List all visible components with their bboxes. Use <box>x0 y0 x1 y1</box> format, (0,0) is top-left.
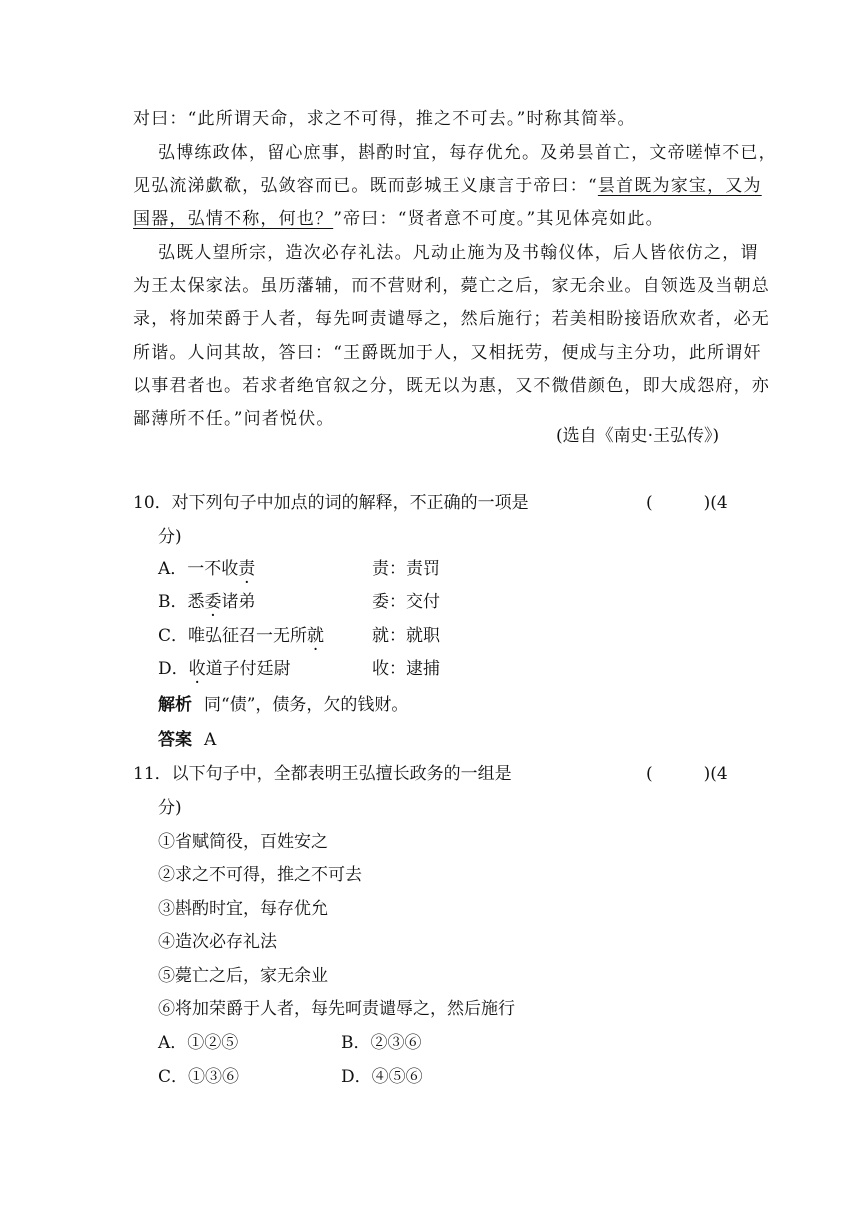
q11-item-3: ③斟酌时宜，每存优允 <box>158 899 328 919</box>
q11-answer-paren: ( )(4 <box>646 764 728 784</box>
q10-option-a-text: A．一不收 <box>158 559 239 579</box>
passage-line-4-text: ”帝曰：“贤者意不可度。”其见体亮如此。 <box>333 209 664 229</box>
q10-option-b-text-end: 诸弟 <box>221 592 256 612</box>
q11-item-2: ②求之不可得，推之不可去 <box>158 865 362 885</box>
q10-option-b <box>158 589 256 615</box>
q10-option-a-dotted-word: 责 <box>238 559 256 579</box>
q10-analysis <box>158 692 408 718</box>
passage-line-1: 对曰：“此所谓天命，求之不可得，推之不可去。”时称其简举。 <box>133 109 636 129</box>
passage-line-5: 弘既人望所宗，造次必存礼法。凡动止施为及书翰仪体，后人皆依仿之，谓 <box>158 243 759 263</box>
q10-option-d-text: D． <box>158 659 189 679</box>
passage-line-3 <box>133 173 762 199</box>
passage-line-8: 所谐。人问其故，答曰：“王爵既加于人，又相抚劳，便成与主分功，此所谓奸 <box>133 343 762 363</box>
q11-stem-cont: 分) <box>158 798 182 818</box>
passage-line-9: 以事君者也。若求者绝官叙之分，既无以为惠，又不微借颜色，即大成怨府，亦 <box>133 376 770 396</box>
analysis-label: 解析 <box>158 695 192 715</box>
underlined-quote-part-1: 昙首既为家宝，又为 <box>597 176 762 196</box>
q11-choice-c: C．①③⑥ <box>158 1067 240 1087</box>
q10-stem-cont: 分) <box>158 527 182 547</box>
passage-source: (选自《南史·王弘传》) <box>556 426 720 446</box>
passage-line-4 <box>133 206 664 232</box>
passage-line-7: 录，将加荣爵于人者，每先呵责谴辱之，然后施行；若美相盼接语欣欢者，必无 <box>133 309 770 329</box>
analysis-text: 同“债”，债务，欠的钱财。 <box>204 695 409 715</box>
q11-item-4: ④造次必存礼法 <box>158 932 277 952</box>
q11-choice-b: B．②③⑥ <box>341 1033 422 1053</box>
q11-item-1: ①省赋简役，百姓安之 <box>158 832 328 852</box>
q10-option-c-gloss: 就：就职 <box>372 626 440 646</box>
answer-value: A <box>204 730 217 750</box>
q10-option-c-dotted-word: 就 <box>307 626 325 646</box>
q10-option-b-gloss: 委：交付 <box>372 592 440 612</box>
q10-option-d <box>158 656 291 682</box>
q11-choice-d: D．④⑤⑥ <box>341 1067 423 1087</box>
q10-option-b-text: B．悉 <box>158 592 205 612</box>
passage-line-2: 弘博练政体，留心庶事，斟酌时宜，每存优允。及弟昙首亡，文帝嗟悼不已， <box>158 143 777 163</box>
q10-answer-paren: ( )(4 <box>646 493 728 513</box>
q11-item-6: ⑥将加荣爵于人者，每先呵责谴辱之，然后施行 <box>158 999 515 1019</box>
q10-option-d-gloss: 收：逮捕 <box>372 659 440 679</box>
underlined-quote-part-2: 国器，弘情不称，何也？ <box>133 209 334 229</box>
q10-option-c-text: C．唯弘征召一无所 <box>158 626 308 646</box>
q10-option-a-gloss: 责：责罚 <box>372 559 440 579</box>
q10-option-a <box>158 556 255 582</box>
q10-answer <box>158 727 216 753</box>
answer-label: 答案 <box>158 730 192 750</box>
q10-stem: 10．对下列句子中加点的词的解释，不正确的一项是 <box>133 493 529 513</box>
passage-line-3-text: 见弘流涕歔欷，弘敛容而已。既而彭城王义康言于帝曰：“ <box>133 176 598 196</box>
q11-stem: 11．以下句子中，全都表明王弘擅长政务的一组是 <box>133 764 512 784</box>
q10-option-c <box>158 623 324 649</box>
q11-choice-a: A．①②⑤ <box>158 1033 239 1053</box>
q10-option-b-dotted-word: 委 <box>204 592 222 612</box>
q10-option-d-dotted-word: 收 <box>188 659 206 679</box>
passage-line-10: 鄙薄所不任。”问者悦伏。 <box>133 409 335 429</box>
q11-item-5: ⑤薨亡之后，家无余业 <box>158 966 328 986</box>
q10-option-d-text-end: 道子付廷尉 <box>205 659 291 679</box>
passage-line-6: 为王太保家法。虽历藩辅，而不营财利，薨亡之后，家无余业。自领选及当朝总 <box>133 276 770 296</box>
